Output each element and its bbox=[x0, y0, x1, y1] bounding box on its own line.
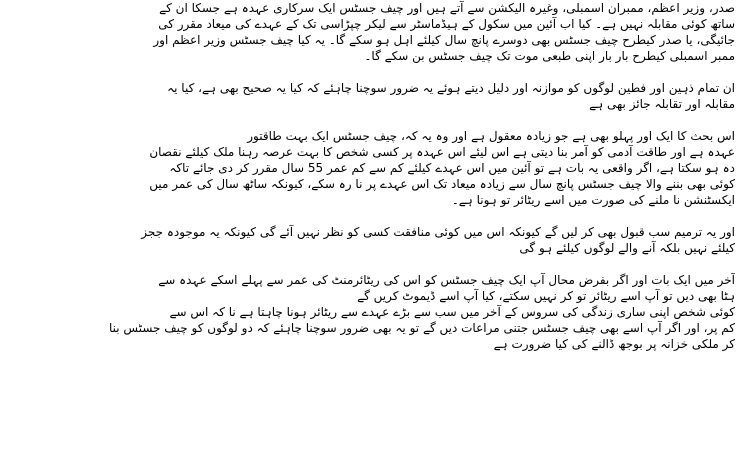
paragraph-5 bbox=[5, 272, 735, 352]
text-line: جائیگی، یا صدر کیطرح چیف جسٹس بھی دوسرے پانچ سال کیلئے اہل ہو سکے گا۔ یہ کیا چیف جسٹس وزیر اعظم اور bbox=[153, 33, 735, 47]
text-line: مقابلہ اور تقابلہ جائز بھی ہے bbox=[589, 97, 735, 111]
text-line: ساتھ کوئی مقابلہ نہیں ہے۔ کیا اب آئین میں سکول کے ہیڈماسٹر سے لیکر چپڑاسی تک کے عہدے کی میعاد مقرر کی bbox=[158, 17, 735, 31]
text-line: آخر میں ایک بات اور اگر بفرض محال آپ ایک چیف جسٹس کو اس کی ریٹائرمنٹ کی عمر سے پہلے اسکے عہدہ سے bbox=[158, 273, 735, 287]
text-line: صدر، وزیر اعظم، ممبران اسمبلی، وغیرہ الیکشن سے آتے ہیں اور چیف جسٹس ایک سرکاری عہدہ ہے جسکا ان کے bbox=[159, 1, 735, 15]
text-line: ان تمام ذہین اور فطین لوگوں کو موازنہ اور دلیل دیتے ہوئے یہ ضرور سوچنا چاہئے کہ کیا یہ صحیح بھی ہے، کیا یہ bbox=[167, 81, 735, 95]
text-line: ممبر اسمبلی کیطرح بار بار اپنی طبعی موت تک چیف جسٹس بن سکے گا۔ bbox=[364, 49, 735, 63]
text-line: عہدہ ہے اور طاقت آدمی کو آمر بنا دیتی ہے اس لیئے اس عہدہ پر کسی شخص کا بہت عرصہ رہنا ملک کیلئے نقصان bbox=[149, 145, 735, 159]
text-line: کوئی بھی بننے والا چیف جسٹس پانچ سال سے زیادہ میعاد تک اس عہدے پر نا رہ سکے، کیونکہ ساٹھ سال کی عمر میں bbox=[149, 177, 735, 191]
text-line: ہٹا بھی دیں تو آپ اسے ریٹائر تو کر نہیں سکتے، کیا آپ اسے ڈیموٹ کریں گے bbox=[357, 289, 735, 303]
text-line: کیلئے نہیں بلکہ آنے والے لوگوں کیلئے ہو گی bbox=[519, 241, 735, 255]
paragraph-1 bbox=[5, 0, 735, 64]
paragraph-4 bbox=[5, 224, 735, 256]
text-line: اور یہ ترمیم سب قبول بھی کر لیں گے کیونکہ اس میں کوئی منافقت کسی کو نظر نہیں آئے گی کیونکہ یہ موجودہ ججز bbox=[141, 225, 735, 239]
text-line: ایکسٹنشن نا ملنے کی صورت میں اسے ریٹائر تو ہونا ہے۔ bbox=[451, 193, 735, 207]
text-line: دہ ہو سکتا ہے، اگر واقعی یہ بات ہے تو آئین میں اس عہدے کیلئے کم سے کم عمر 55 سال مقرر کر دی جائے تاکہ bbox=[169, 161, 735, 175]
paragraph-2 bbox=[5, 80, 735, 112]
paragraph-3 bbox=[5, 128, 735, 208]
text-line: اس بحث کا ایک اور پہلو بھی ہے جو زیادہ معقول ہے اور وہ یہ کہ، چیف جسٹس ایک بہت طاقتور bbox=[247, 129, 735, 143]
text-line: کر ملکی خزانہ پر بوجھ ڈالنے کی کیا ضرورت ہے bbox=[493, 337, 735, 351]
text-line: کوئی شخص اپنی ساری زندگی کی سروس کے آخر میں سب سے بڑے عہدے سے ریٹائر ہونا چاہتا ہے نا کہ اس سے bbox=[169, 305, 735, 319]
text-line: کم پر، اور اگر آپ اسے بھی چیف جسٹس جتنی مراعات دیں گے تو یہ بھی ضرور سوچنا چاہئے کہ دو لوگوں کو چیف جسٹس بنا bbox=[108, 321, 735, 335]
